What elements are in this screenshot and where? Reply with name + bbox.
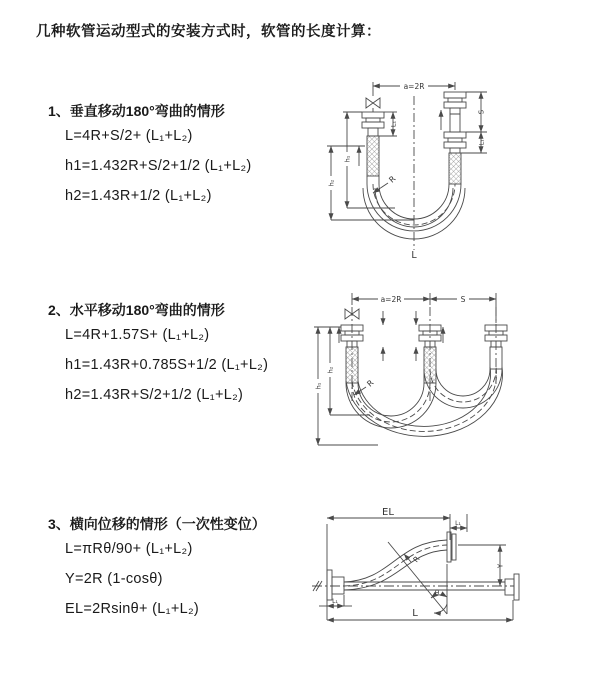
dim-label-a2r: a=2R — [380, 295, 402, 304]
section-lateral-displacement — [48, 514, 266, 624]
dim-label-y: Y — [496, 563, 505, 569]
formula-l: L=πRθ/90+ (L₁+L₂) — [65, 541, 193, 557]
angle-label: θ — [434, 589, 440, 597]
section-vertical-movement — [48, 101, 252, 211]
page-title: 几种软管运动型式的安装方式时，软管的长度计算： — [36, 24, 381, 40]
section-3-heading: 3、横向位移的情形（一次性变位） — [48, 516, 266, 532]
dim-label-l1-top: L₁ — [455, 520, 461, 527]
dim-label-el: EL — [382, 507, 394, 518]
formula-l: L=4R+1.57S+ (L₁+L₂) — [65, 327, 210, 343]
dim-label-s: S — [460, 295, 466, 304]
dim-label-s: S — [477, 109, 486, 115]
section-horizontal-movement — [48, 300, 268, 410]
formula-l: L=4R+S/2+ (L₁+L₂) — [65, 128, 193, 144]
diagram-vertical-180-bend — [315, 72, 530, 264]
top-right-flange — [447, 532, 456, 562]
dim-label-h1: h₁ — [343, 155, 352, 163]
radius-label: R — [387, 174, 398, 185]
section-2-heading: 2、水平移动180°弯曲的情形 — [48, 302, 225, 318]
formula-el: EL=2Rsinθ+ (L₁+L₂) — [65, 601, 200, 617]
radius-leader — [404, 554, 411, 562]
dim-label-h2: h₂ — [326, 366, 335, 374]
right-fitting-lower — [444, 132, 466, 184]
dim-label-a2r: a=2R — [403, 82, 425, 91]
left-flange — [327, 570, 344, 600]
dim-label-l1-right: L₁ — [478, 139, 486, 146]
dim-label-l1-left: L₁ — [332, 598, 338, 605]
dim-label-l1-left: L₁ — [389, 120, 398, 128]
left-fitting — [362, 112, 384, 176]
length-label: L — [411, 250, 417, 261]
dim-label-h2: h₂ — [327, 179, 336, 187]
length-label: L — [412, 608, 418, 619]
formula-h1: h1=1.43R+0.785S+1/2 (L₁+L₂) — [65, 357, 269, 373]
right-flange — [505, 574, 519, 600]
section-1-heading: 1、垂直移动180°弯曲的情形 — [48, 103, 225, 119]
diagram-horizontal-180-bend — [308, 283, 526, 461]
diagram-lateral-displacement — [300, 502, 532, 650]
valve-icon — [366, 98, 380, 108]
radius-label: R — [411, 554, 422, 565]
right-fitting-upper — [444, 92, 466, 132]
formula-y: Y=2R (1-cosθ) — [65, 571, 163, 587]
formula-h2: h2=1.43R+S/2+1/2 (L₁+L₂) — [65, 387, 244, 403]
radius-label: R — [365, 378, 376, 389]
formula-h2: h2=1.43R+1/2 (L₁+L₂) — [65, 188, 212, 204]
left-fitting — [341, 325, 363, 383]
hose-s-curve — [344, 540, 447, 590]
formula-h1: h1=1.432R+S/2+1/2 (L₁+L₂) — [65, 158, 252, 174]
hose-u-bend-left — [346, 383, 436, 428]
dim-label-h1: h₁ — [314, 382, 323, 390]
